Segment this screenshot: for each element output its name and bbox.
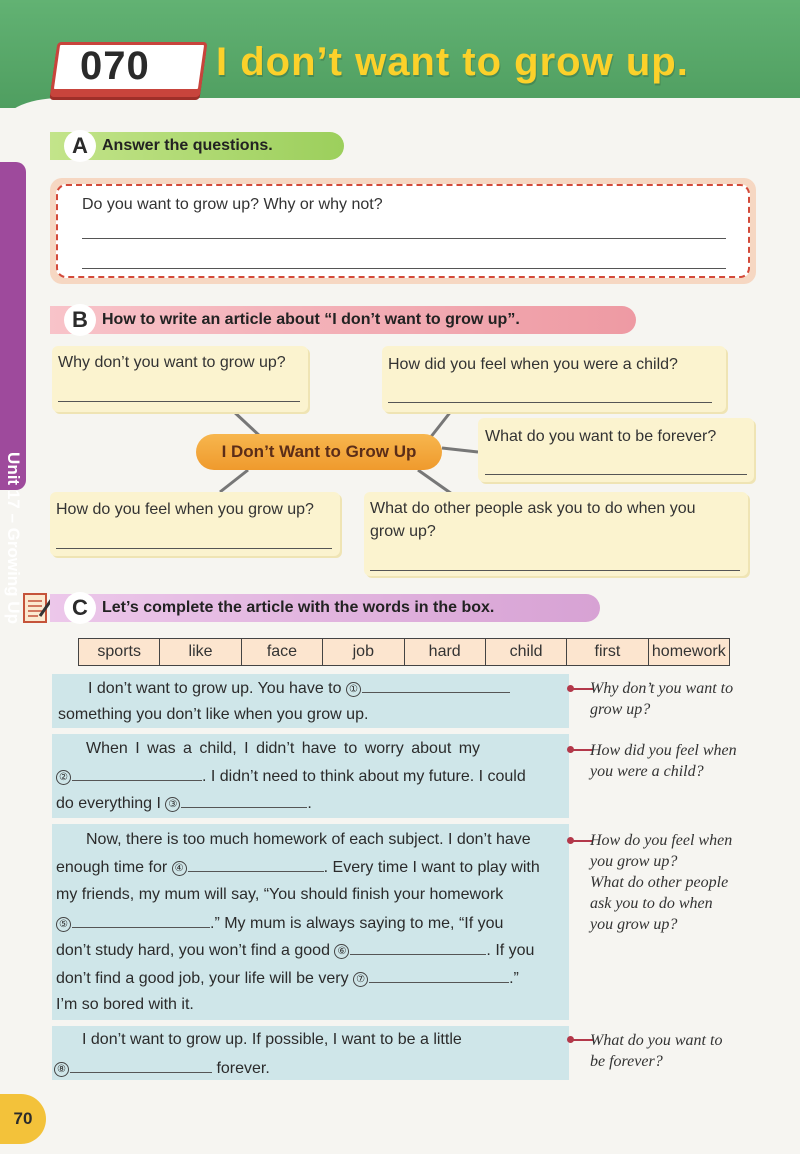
mindmap-hub: I Don’t Want to Grow Up xyxy=(196,434,442,470)
note-question: What do you want to be forever? xyxy=(485,428,717,445)
note-question: How did you feel when you were a child? xyxy=(388,356,678,373)
section-c-header xyxy=(50,594,600,622)
margin-question-3 xyxy=(590,830,732,935)
article-paragraph-3 xyxy=(52,824,569,1020)
section-b-heading: How to write an article about “I don’t want to grow up”. xyxy=(102,311,520,328)
blank-4[interactable] xyxy=(188,857,324,872)
section-a-question: Do you want to grow up? Why or why not? xyxy=(82,196,383,213)
text-line xyxy=(56,793,312,814)
text-line xyxy=(56,857,540,878)
blank-number: ⑥ xyxy=(334,944,349,959)
blank-1[interactable] xyxy=(362,678,510,693)
text-span: . If you xyxy=(486,942,535,959)
text-span: .” xyxy=(509,970,519,987)
text-line xyxy=(56,940,534,961)
blank-number: ⑦ xyxy=(353,972,368,987)
section-a-heading: Answer the questions. xyxy=(102,137,273,154)
article-paragraph-2 xyxy=(52,734,569,818)
note-question-line-1: What do other people ask you to do when you xyxy=(370,500,696,517)
note-question: Why don’t you want to grow up? xyxy=(58,354,286,371)
margin-line: Why don’t you want to xyxy=(590,680,734,697)
word-cell: job xyxy=(323,639,404,665)
mindmap-note-forever xyxy=(478,418,754,482)
blank-2[interactable] xyxy=(72,766,202,781)
blank-number: ⑧ xyxy=(54,1062,69,1077)
word-cell: hard xyxy=(405,639,486,665)
note-answer-line[interactable] xyxy=(370,570,740,571)
blank-3[interactable] xyxy=(181,793,307,808)
page-number: 70 xyxy=(0,1094,46,1144)
word-cell: sports xyxy=(79,639,160,665)
blank-number: ⑤ xyxy=(56,917,71,932)
note-question-line-2: grow up? xyxy=(370,523,436,540)
text-line xyxy=(54,1058,270,1079)
text-span: don’t find a good job, your life will be very xyxy=(56,970,349,987)
mindmap-note-feel xyxy=(50,492,340,556)
article-paragraph-1 xyxy=(52,674,569,728)
blank-6[interactable] xyxy=(350,940,486,955)
text-line xyxy=(56,766,526,787)
text-line: I’m so bored with it. xyxy=(56,996,194,1013)
text-span: don’t study hard, you won’t find a good xyxy=(56,942,330,959)
text-line xyxy=(56,913,503,934)
unit-label: Unit 17 – Growing Up xyxy=(4,452,23,624)
blank-number: ② xyxy=(56,770,71,785)
blank-5[interactable] xyxy=(72,913,210,928)
note-question: How do you feel when you grow up? xyxy=(56,501,314,518)
margin-line: What do other people xyxy=(590,874,729,891)
blank-number: ① xyxy=(346,682,361,697)
text-span: .” My mum is always saying to me, “If you xyxy=(210,915,504,932)
text-line: Now, there is too much homework of each subject. I don’t have xyxy=(86,831,531,848)
note-answer-line[interactable] xyxy=(56,548,332,549)
margin-line: you grow up? xyxy=(590,853,678,870)
margin-question-1 xyxy=(590,678,733,720)
section-c-letter: C xyxy=(64,592,96,624)
note-answer-line[interactable] xyxy=(58,401,300,402)
blank-number: ④ xyxy=(172,861,187,876)
text-line: something you don’t like when you grow up. xyxy=(58,706,369,723)
text-span: . I didn’t need to think about my future. I could xyxy=(202,768,526,785)
word-cell: homework xyxy=(651,643,726,660)
text-span: enough time for xyxy=(56,859,168,876)
margin-line: What do you want to xyxy=(590,1032,723,1049)
margin-question-4 xyxy=(590,1030,722,1072)
margin-line: ask you to do when xyxy=(590,895,713,912)
lesson-number: 070 xyxy=(80,44,150,88)
blank-7[interactable] xyxy=(369,968,509,983)
margin-line: be forever? xyxy=(590,1053,663,1070)
word-cell: child xyxy=(486,639,567,665)
word-box xyxy=(78,638,730,666)
note-answer-line[interactable] xyxy=(485,474,747,475)
page-title: I don’t want to grow up. xyxy=(216,40,689,84)
margin-question-2 xyxy=(590,740,737,782)
blank-number: ③ xyxy=(165,797,180,812)
word-cell: face xyxy=(242,639,323,665)
text-line xyxy=(88,678,510,699)
text-line: When I was a child, I didn’t have to worry about my xyxy=(86,740,481,757)
mindmap-note-others xyxy=(364,492,748,576)
article-paragraph-4 xyxy=(52,1026,569,1080)
text-line: I don’t want to grow up. If possible, I want to be a little xyxy=(82,1031,462,1048)
margin-line: you were a child? xyxy=(590,763,704,780)
text-span: I don’t want to grow up. You have to xyxy=(88,680,342,697)
margin-line: How do you feel when xyxy=(590,832,733,849)
word-cell: first xyxy=(567,639,648,665)
blank-8[interactable] xyxy=(70,1058,212,1073)
section-b-letter: B xyxy=(64,304,96,336)
margin-line: How did you feel when xyxy=(590,742,737,759)
note-answer-line[interactable] xyxy=(388,402,712,403)
text-span: do everything I xyxy=(56,795,161,812)
margin-line: grow up? xyxy=(590,701,651,718)
text-span: . xyxy=(307,795,312,812)
word-cell: like xyxy=(160,639,241,665)
margin-line: you grow up? xyxy=(590,916,678,933)
section-a-letter: A xyxy=(64,130,96,162)
mindmap-note-why xyxy=(52,346,308,412)
text-span: . Every time I want to play with xyxy=(323,859,540,876)
text-line xyxy=(56,968,519,989)
section-c-heading: Let’s complete the article with the words in the box. xyxy=(102,599,495,616)
text-span: forever. xyxy=(216,1060,270,1077)
mindmap-note-child xyxy=(382,346,726,412)
text-line: my friends, my mum will say, “You should finish your homework xyxy=(56,886,504,903)
